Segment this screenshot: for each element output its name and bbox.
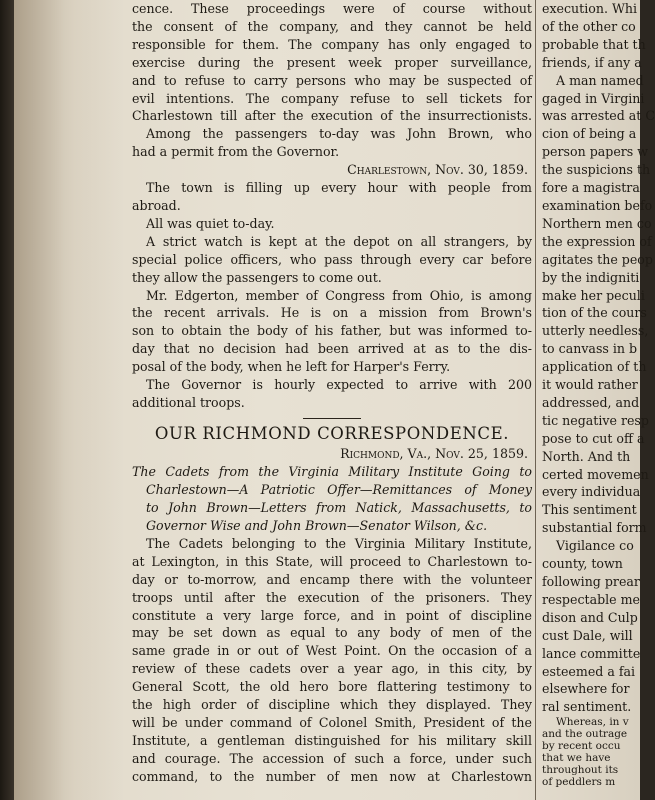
text-line: following prear bbox=[542, 574, 640, 589]
text-line: they allow the passengers to come out. bbox=[132, 269, 382, 285]
text-line: tion of the cours bbox=[542, 305, 647, 321]
text-line: agitates the peop bbox=[542, 251, 653, 267]
text-line: esteemed a fai bbox=[542, 663, 636, 679]
text-line: The Governor is hourly expected to arrive with 200 bbox=[146, 377, 532, 393]
text-line: had a permit from the Governor. bbox=[132, 144, 340, 160]
text-line: A strict watch is kept at the depot on all strangers, by bbox=[146, 233, 532, 249]
section-divider bbox=[303, 418, 361, 420]
text-line: fore a magistra bbox=[542, 180, 640, 196]
text-line: the recent arrivals. He is on a mission from Brown's bbox=[132, 305, 532, 321]
text-line: substantial form bbox=[542, 520, 647, 536]
text-line: pose to cut off a bbox=[542, 430, 645, 446]
text-line: review of these cadets over a year ago, in this city, by bbox=[132, 661, 532, 677]
text-line: command, to the number of men now at Charlestown bbox=[132, 768, 532, 784]
text-line: county, town bbox=[542, 556, 623, 572]
text-line: dison and Culp bbox=[542, 609, 638, 625]
text-line: ral sentiment. bbox=[542, 699, 632, 715]
text-line: cust Dale, will bbox=[542, 627, 633, 643]
column-rule bbox=[535, 0, 536, 800]
right-column-resolution bbox=[542, 716, 654, 788]
text-line: of peddlers m bbox=[542, 776, 616, 789]
article-body bbox=[132, 535, 532, 786]
text-line: North. And th bbox=[542, 448, 631, 464]
text-line: the suspicions th bbox=[542, 162, 651, 178]
text-line: The town is filling up every hour with people from bbox=[146, 180, 532, 196]
text-line: by the indigniti bbox=[542, 269, 640, 285]
text-line: Vigilance co bbox=[556, 538, 634, 554]
text-line: evil intentions. The company refuse to sell tickets for bbox=[132, 90, 532, 106]
text-line: Mr. Edgerton, member of Congress from Ohio, is among bbox=[146, 287, 532, 303]
text-line: it would rather bbox=[542, 377, 638, 393]
text-line: abroad. bbox=[132, 197, 181, 213]
text-line: A man named bbox=[556, 72, 644, 88]
text-line: Whereas, in v bbox=[556, 716, 629, 729]
text-line: All was quiet to-day. bbox=[146, 215, 275, 231]
text-line: day that no decision had been arrived at as to the dis- bbox=[132, 341, 532, 357]
text-line: and courage. The accession of such a force, under such bbox=[132, 750, 532, 766]
text-line: elsewhere for bbox=[542, 681, 630, 697]
text-line: the expression of bbox=[542, 233, 652, 249]
text-line: gaged in Virgini bbox=[542, 90, 645, 106]
dateline-charlestown: Charlestown, Nov. 30, 1859. bbox=[347, 162, 528, 178]
text-line: exercise during the present week proper surveillance, bbox=[132, 54, 532, 70]
text-line: same grade in or out of West Point. On the occasion of a bbox=[132, 643, 532, 659]
text-line: friends, if any a bbox=[542, 54, 642, 70]
charlestown-report-top bbox=[132, 0, 532, 161]
text-line: General Scott, the old hero bore flattering testimony to bbox=[132, 679, 532, 695]
text-line: additional troops. bbox=[132, 394, 245, 410]
text-line: The Cadets from the Virginia Military Institute Going to bbox=[132, 464, 532, 480]
dateline-richmond: Richmond, Va., Nov. 25, 1859. bbox=[340, 446, 528, 462]
text-line: Governor Wise and John Brown—Senator Wilson, &c. bbox=[146, 517, 488, 533]
text-line: will be under command of Colonel Smith, President of the bbox=[132, 714, 532, 730]
text-line: day or to-morrow, and encamp there with the volunteer bbox=[132, 571, 532, 587]
text-line: addressed, and bbox=[542, 394, 640, 410]
text-line: by recent occu bbox=[542, 740, 621, 753]
text-line: throughout its bbox=[542, 764, 619, 777]
text-line: The Cadets belonging to the Virginia Military Institute, bbox=[146, 535, 532, 551]
text-line: every individua bbox=[542, 484, 641, 500]
text-line: application of th bbox=[542, 359, 647, 375]
text-line: Institute, a gentleman distinguished for his military skill bbox=[132, 732, 532, 748]
text-line: person papers w bbox=[542, 144, 649, 160]
text-line: posal of the body, when he left for Harper's Ferry. bbox=[132, 359, 451, 375]
text-line: and to refuse to carry persons who may be suspected of bbox=[132, 72, 532, 88]
text-line: special police officers, who pass through every car before bbox=[132, 251, 532, 267]
text-line: utterly needless, bbox=[542, 323, 649, 339]
text-line: Charlestown—A Patriotic Offer—Remittances of Money bbox=[146, 482, 532, 498]
text-line: cion of being a bbox=[542, 126, 637, 142]
text-line: certed movemen bbox=[542, 466, 649, 482]
text-line: lance committe bbox=[542, 645, 641, 661]
text-line: execution. Whi bbox=[542, 1, 638, 16]
article-summary bbox=[132, 463, 532, 535]
book-binding-edge bbox=[0, 0, 14, 800]
text-line: of the other co bbox=[542, 18, 636, 34]
text-line: cence. These proceedings were of course without bbox=[132, 1, 532, 16]
text-line: responsible for them. The company has only engaged to bbox=[132, 36, 532, 52]
newspaper-page bbox=[14, 0, 655, 800]
right-column-text bbox=[542, 0, 654, 716]
text-line: examination befo bbox=[542, 197, 653, 213]
page-margin bbox=[14, 0, 124, 800]
right-column bbox=[542, 0, 654, 788]
text-line: Charlestown till after the execution of the insurrectionists. bbox=[132, 108, 532, 124]
text-line: that we have bbox=[542, 752, 611, 765]
text-line: to canvass in b bbox=[542, 341, 638, 357]
text-line: This sentiment bbox=[542, 502, 637, 518]
text-line: constitute a very large force, and in point of discipline bbox=[132, 607, 532, 623]
text-line: Northern men co bbox=[542, 215, 652, 231]
text-line: son to obtain the body of his father, but was informed to- bbox=[132, 323, 532, 339]
text-line: make her peculi bbox=[542, 287, 645, 303]
text-line: probable that th bbox=[542, 36, 646, 52]
text-line: the consent of the company, and they cannot be held bbox=[132, 18, 532, 34]
main-column bbox=[132, 0, 532, 786]
charlestown-report-body bbox=[132, 179, 532, 412]
text-line: to John Brown—Letters from Natick, Massachusetts, to bbox=[146, 500, 532, 516]
text-line: was arrested at C bbox=[542, 108, 655, 124]
text-line: Among the passengers to-day was John Brown, who bbox=[146, 126, 532, 142]
text-line: tic negative resp bbox=[542, 412, 649, 428]
text-line: at Lexington, in this State, will proceed to Charlestown to- bbox=[132, 553, 532, 569]
text-line: respectable me bbox=[542, 591, 641, 607]
article-heading: OUR RICHMOND CORRESPONDENCE. bbox=[154, 424, 510, 444]
text-line: may be set down as equal to any body of men of the bbox=[132, 625, 532, 641]
text-line: troops until after the execution of the prisoners. They bbox=[132, 589, 532, 605]
text-line: and the outrage bbox=[542, 728, 628, 741]
text-line: the high order of discipline which they displayed. They bbox=[132, 697, 532, 713]
